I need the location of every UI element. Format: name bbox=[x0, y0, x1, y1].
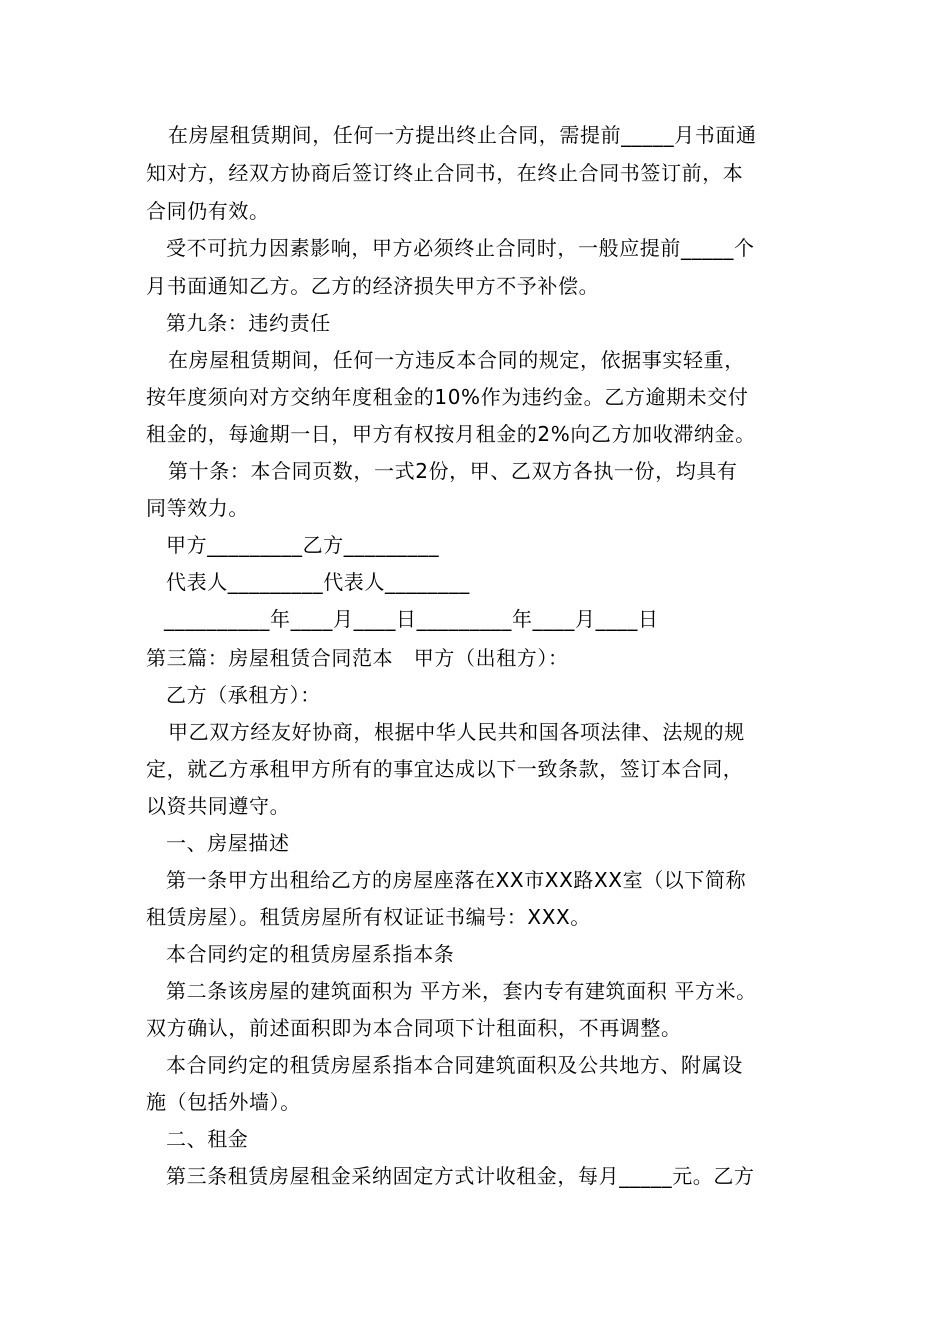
text-line: 本合同约定的租赁房屋系指本合同建筑面积及公共地方、附属设 bbox=[166, 1053, 743, 1077]
text-line: 施（包括外墙）。 bbox=[146, 1090, 301, 1114]
text-line: 甲乙双方经友好协商，根据中华人民共和国各项法律、法规的规 bbox=[168, 720, 745, 744]
text-line: 定，就乙方承租甲方所有的事宜达成以下一致条款，签订本合同， bbox=[146, 757, 744, 781]
text-line: 乙方（承租方）： bbox=[166, 683, 321, 707]
text-line: 第一条甲方出租给乙方的房屋座落在XX市XX路XX室（以下简称 bbox=[166, 868, 747, 892]
text-line: 在房屋租赁期间，任何一方违反本合同的规定，依据事实轻重， bbox=[168, 348, 745, 372]
text-line: 第十条：本合同页数，一式2份，甲、乙双方各执一份，均具有 bbox=[168, 459, 738, 483]
text-line: 租金的，每逾期一日，甲方有权按月租金的2%向乙方加收滞纳金。 bbox=[146, 422, 756, 446]
text-line: 受不可抗力因素影响，甲方必须终止合同时，一般应提前_____个 bbox=[166, 236, 755, 260]
text-line: 双方确认，前述面积即为本合同项下计租面积，不再调整。 bbox=[146, 1016, 682, 1040]
date-line: __________年____月____日_________年____月____日 bbox=[164, 607, 659, 631]
text-line: 在房屋租赁期间，任何一方提出终止合同，需提前_____月书面通 bbox=[168, 123, 757, 147]
section-heading: 第九条：违约责任 bbox=[166, 311, 331, 335]
text-line: 按年度须向对方交纳年度租金的10%作为违约金。乙方逾期未交付 bbox=[146, 385, 749, 409]
text-line: 同等效力。 bbox=[146, 496, 249, 520]
section-heading: 第三篇：房屋租赁合同范本 甲方（出租方）： bbox=[146, 646, 569, 670]
text-line: 租赁房屋）。租赁房屋所有权证证书编号：XXX。 bbox=[146, 905, 591, 929]
section-heading: 一、房屋描述 bbox=[166, 831, 290, 855]
signature-line: 代表人_________代表人________ bbox=[166, 570, 470, 594]
text-line: 第三条租赁房屋租金采纳固定方式计收租金，每月_____元。乙方 bbox=[166, 1164, 755, 1188]
text-line: 以资共同遵守。 bbox=[146, 794, 291, 818]
signature-line: 甲方_________乙方_________ bbox=[166, 533, 440, 557]
section-heading: 二、租金 bbox=[166, 1127, 249, 1151]
text-line: 知对方，经双方协商后签订终止合同书，在终止合同书签订前，本 bbox=[146, 161, 744, 185]
text-line: 月书面通知乙方。乙方的经济损失甲方不予补偿。 bbox=[146, 274, 600, 298]
text-line: 合同仍有效。 bbox=[146, 199, 270, 223]
text-line: 第二条该房屋的建筑面积为 平方米，套内专有建筑面积 平方米。 bbox=[166, 979, 757, 1003]
text-line: 本合同约定的租赁房屋系指本条 bbox=[166, 942, 455, 966]
